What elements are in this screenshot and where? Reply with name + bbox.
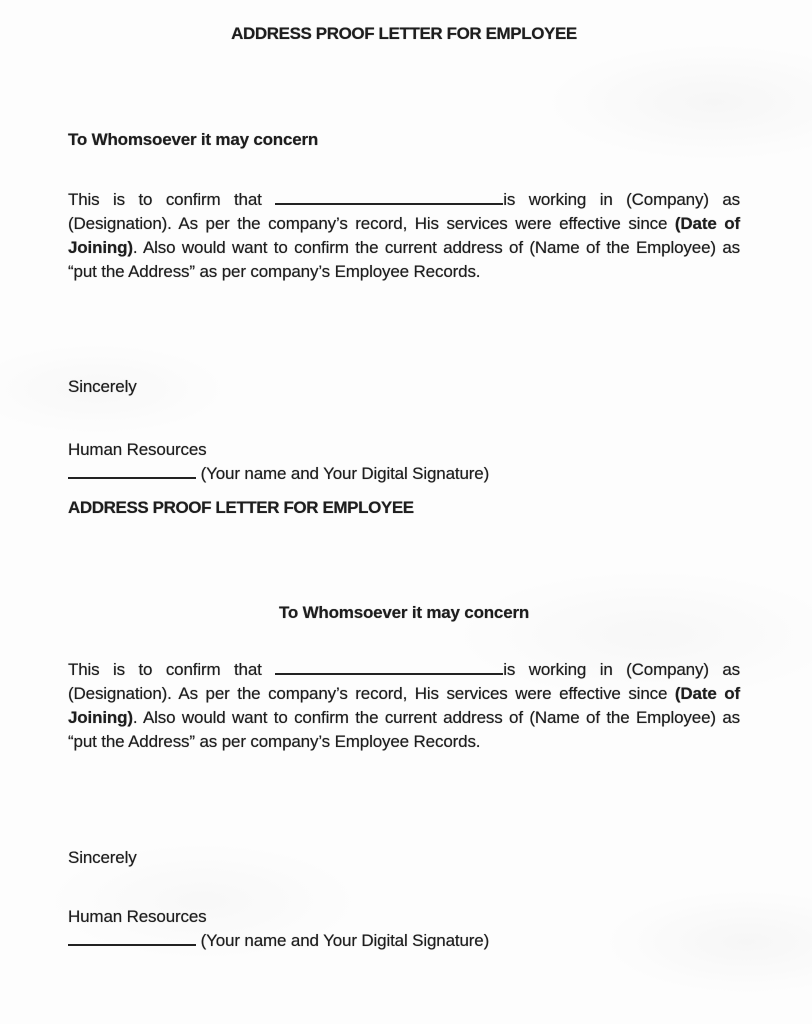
letter-title: ADDRESS PROOF LETTER FOR EMPLOYEE	[231, 24, 577, 43]
signature-blank-line	[68, 474, 196, 479]
signature-row	[68, 929, 740, 953]
signatory-title: Human Resources	[68, 440, 207, 459]
employee-name-blank-line	[275, 200, 503, 205]
para-bold-date-of-joining: (Date of Joining)	[68, 214, 741, 257]
body-paragraph	[68, 188, 740, 284]
signature-caption: (Your name and Your Digital Signature)	[200, 464, 490, 483]
signature-row	[68, 462, 740, 486]
para-bold-date-of-joining: (Date of Joining)	[68, 684, 741, 727]
closing: Sincerely	[68, 848, 137, 867]
employee-name-blank-line	[275, 670, 503, 675]
para-after-blank: is working in (Company) as (Designation). As per the company’s record, His services were effective since	[68, 190, 740, 233]
letter-title: ADDRESS PROOF LETTER FOR EMPLOYEE	[68, 498, 414, 517]
closing: Sincerely	[68, 377, 137, 396]
letter-copy-2	[68, 496, 740, 953]
body-paragraph	[68, 658, 740, 754]
para-intro: This is to confirm that	[68, 190, 276, 209]
signature-blank-line	[68, 941, 196, 946]
para-conclusion: . Also would want to confirm the current address of (Name of the Employee) as “put the Address” as per company’s Employee Records.	[68, 708, 740, 751]
para-conclusion: . Also would want to confirm the current address of (Name of the Employee) as “put the Address” as per company’s Employee Records.	[68, 238, 740, 281]
salutation: To Whomsoever it may concern	[278, 603, 530, 622]
signatory-title: Human Resources	[68, 907, 207, 926]
letter-copy-1	[68, 22, 740, 486]
para-after-blank: is working in (Company) as (Designation). As per the company’s record, His services were effective since	[68, 660, 740, 703]
signature-caption: (Your name and Your Digital Signature)	[200, 931, 490, 950]
para-intro: This is to confirm that	[68, 660, 276, 679]
salutation: To Whomsoever it may concern	[68, 130, 319, 149]
